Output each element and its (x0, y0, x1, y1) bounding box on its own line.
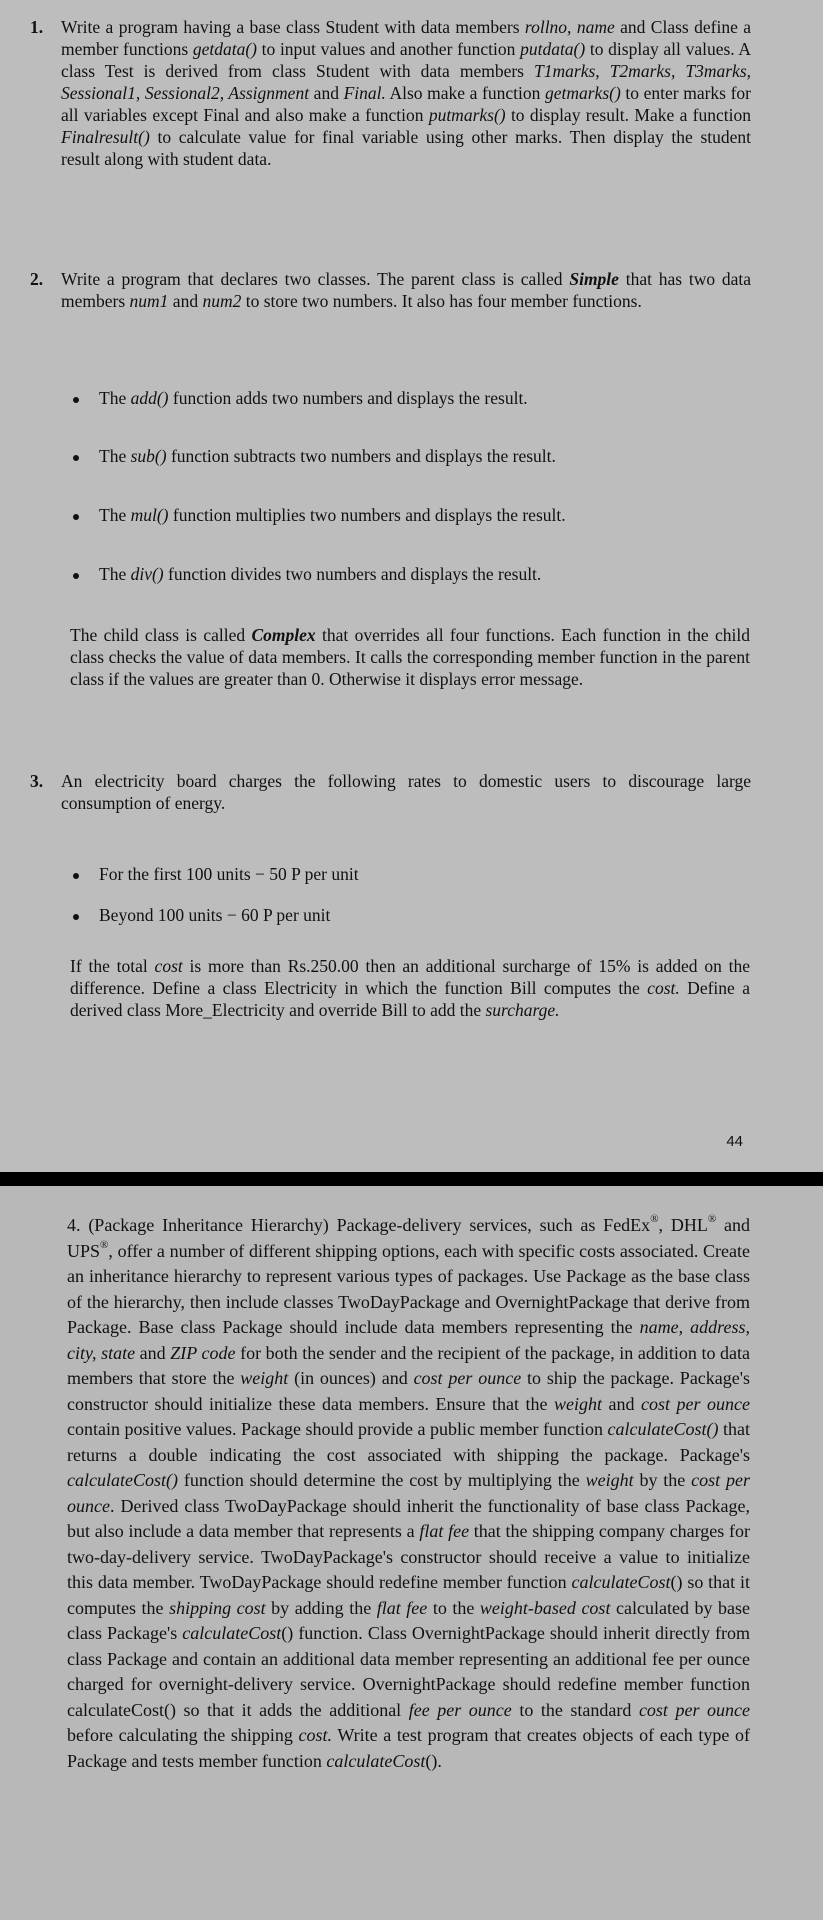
bullet-dot (73, 514, 79, 520)
question-1-number: 1. (30, 17, 44, 37)
question-2-bullet-div: The div() function divides two numbers and displays the result. (99, 564, 542, 584)
question-3-number: 3. (30, 771, 44, 791)
bullet-dot (73, 455, 79, 461)
page-divider (0, 1172, 823, 1186)
question-2-bullet-sub: The sub() function subtracts two numbers and displays the result. (99, 446, 556, 466)
question-1-text: Write a program having a base class Student with data members rollno, name and Class define a member functions getdata() to input values and another function putdata() to display all values. A class Test is derived from class Student with data members T1marks, T2marks, T3marks, Sessional1, Sessional2, Assignment and Final. Also make a function getmarks() to enter marks for all variables except Final and also make a function putmarks() to display result. Make a function Finalresult() to calculate value for final variable using other marks. Then display the student result along with student data. (61, 17, 752, 169)
question-2-outro: The child class is called Complex that overrides all four functions. Each function in the child class checks the value of data members. It calls the corresponding member function in the parent class if the values are greater than 0. Otherwise it displays error message. (70, 625, 751, 689)
question-3-bullet-beyond: Beyond 100 units − 60 P per unit (99, 905, 331, 925)
bullet-dot (73, 914, 79, 920)
bullet-dot (73, 573, 79, 579)
question-2-number: 2. (30, 269, 44, 289)
question-2-bullet-mul: The mul() function multiplies two numbers and displays the result. (99, 505, 566, 525)
bullet-dot (73, 397, 79, 403)
document-page-2 (0, 1186, 823, 1920)
page-number: 44 (726, 1133, 743, 1150)
question-2-intro: Write a program that declares two classes. The parent class is called Simple that has two data members num1 and num2 to store two numbers. It also has four member functions. (61, 269, 751, 311)
question-3-outro: If the total cost is more than Rs.250.00 then an additional surcharge of 15% is added on the difference. Define a class Electricity in which the function Bill computes the cost. Define a derived class More_Electricity and override Bill to add the surcharge. (70, 956, 750, 1020)
question-2-bullet-add: The add() function adds two numbers and displays the result. (99, 388, 528, 408)
bullet-dot (73, 873, 79, 879)
question-3-bullet-first: For the first 100 units − 50 P per unit (99, 864, 359, 884)
question-4-text: 4. (Package Inheritance Hierarchy) Package-delivery services, such as FedEx®, DHL® and UPS®, offer a number of different shipping options, each with specific costs associated. Create an inheritance hierarchy to represent various types of packages. Use Package as the base class of the hierarchy, then include classes TwoDayPackage and OvernightPackage that derive from Package. Base class Package should include data members representing the name, address, city, state and ZIP code for both the sender and the recipient of the package, in addition to data members that store the weight (in ounces) and cost per ounce to ship the package. Package's constructor should initialize these data members. Ensure that the weight and cost per ounce contain positive values. Package should provide a public member function calculateCost() that returns a double indicating the cost associated with shipping the package. Package's calculateCost() function should determine the cost by multiplying the weight by the cost per ounce. Derived class TwoDayPackage should inherit the functionality of base class Package, but also include a data member that represents a flat fee that the shipping company charges for two-day-delivery service. TwoDayPackage's constructor should receive a value to initialize this data member. TwoDayPackage should redefine member function calculateCost() so that it computes the shipping cost by adding the flat fee to the weight-based cost calculated by base class Package's calculateCost() function. Class OvernightPackage should inherit directly from class Package and contain an additional data member representing an additional fee per ounce charged for overnight-delivery service. OvernightPackage should redefine member function calculateCost() so that it adds the additional fee per ounce to the standard cost per ounce before calculating the shipping cost. Write a test program that creates objects of each type of Package and tests member function calculateCost(). (67, 1213, 751, 1771)
question-3-intro: An electricity board charges the following rates to domestic users to discourage large consumption of energy. (61, 771, 751, 813)
